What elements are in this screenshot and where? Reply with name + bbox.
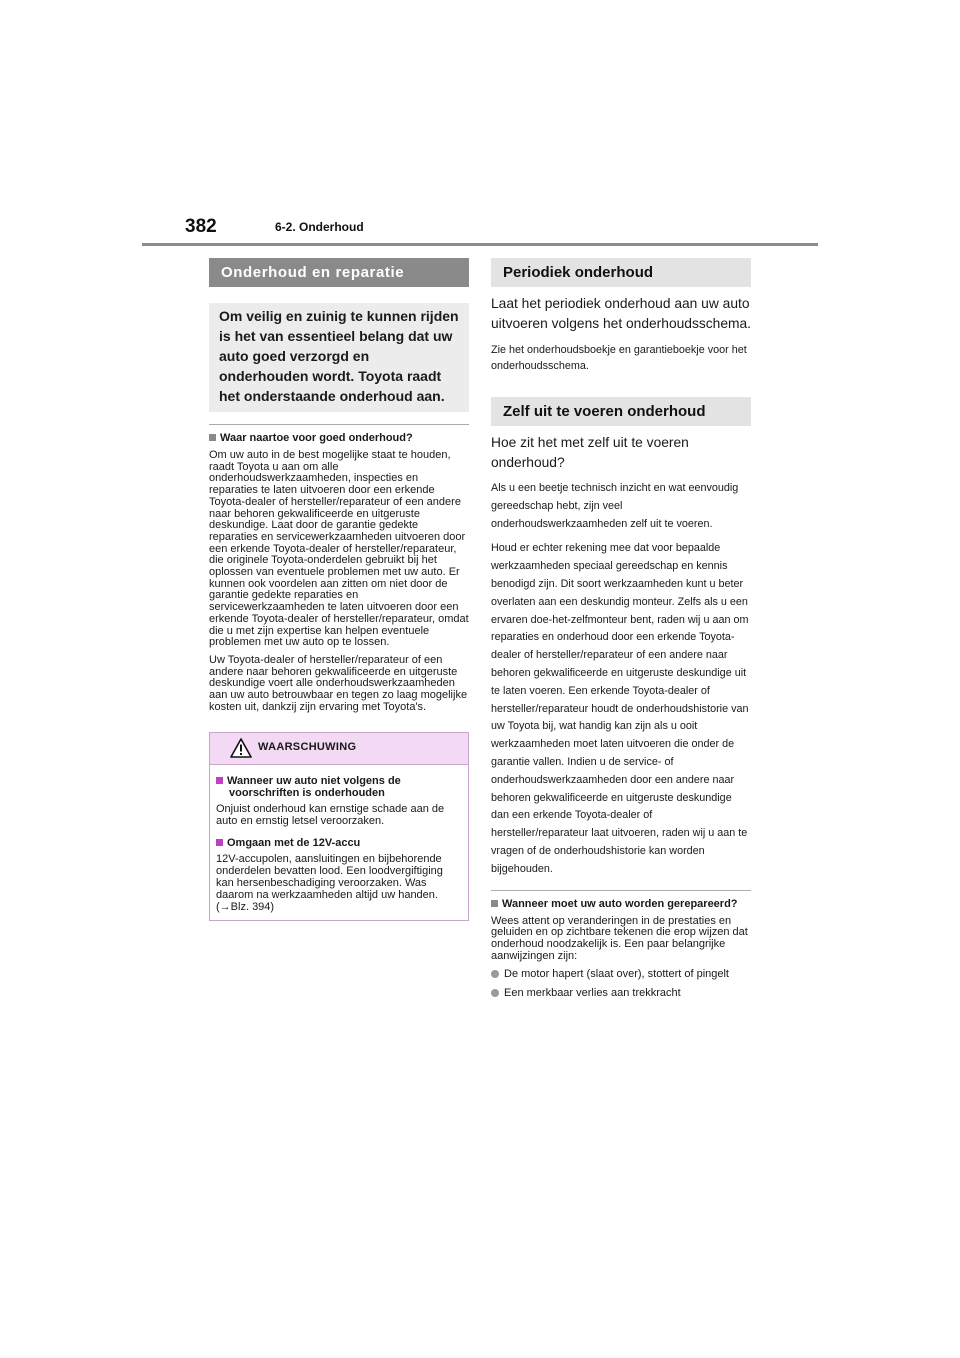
- warning-subheading: Omgaan met de 12V-accu: [216, 837, 462, 849]
- paragraph: Wees attent op veranderingen in de prestaties en geluiden en op zichtbare tekenen die erop wijzen dat onderhoud noodzakelijk is. Een paar belangrijke aanwijzingen zijn:: [491, 914, 748, 962]
- paragraph: Als u een beetje technisch inzicht en wat eenvoudig gereedschap hebt, zijn veel onderhoudswerkzaamheden zelf uit te voeren.: [491, 482, 739, 530]
- paragraph: Houd er echter rekening mee dat voor bepaalde werkzaamheden speciaal gereedschap en kennis benodigd zijn. Dit soort werkzaamheden kunt u beter overlaten aan een deskundig monteur. Zelfs als u een ervaren doe-het-zelfmonteur bent, raden wij u aan om reparaties en onderhoud door een erkende Toyota-dealer of hersteller/reparateur of een andere naar behoren gekwalificeerde en uitgeruste deskundige uit te laten voeren. Een erkende Toyota-dealer of hersteller/reparateur houdt de onderhoudshistorie van uw Toyota bij, wat handig kan zijn als u ooit werkzaamheden moet laten uitvoeren die onder de garantie vallen. Indien u de service- of onderhoudswerkzaamheden door een andere naar behoren gekwalificeerde en uitgeruste deskundige dan een erkende Toyota-dealer of hersteller/reparateur laat uitvoeren, raden wij u aan te vragen of de onderhoudshistorie kan worden bijgehouden.: [491, 542, 749, 875]
- round-bullet-icon: [491, 989, 499, 997]
- round-bullet-icon: [491, 970, 499, 978]
- subheading-waar-naartoe: Waar naartoe voor goed onderhoud?: [209, 432, 469, 444]
- divider: [209, 424, 469, 425]
- paragraph: Zie het onderhoudsboekje en garantieboekje voor het onderhoudsschema.: [491, 344, 747, 372]
- warning-text: 12V-accupolen, aansluitingen en bijbehorende onderdelen bevatten lood. Een loodvergiftiging kan hersenbeschadiging veroorzaken. Was daarom na werkzaamheden altijd uw handen. (→Blz. 394): [216, 853, 443, 914]
- header-rule: [142, 243, 818, 246]
- paragraph: Hoe zit het met zelf uit te voeren onderhoud?: [491, 435, 689, 470]
- square-bullet-icon: [216, 777, 223, 784]
- page-number: 382: [185, 216, 217, 237]
- subheading-wanneer-gerepareerd: Wanneer moet uw auto worden gerepareerd?: [491, 898, 751, 910]
- intro-box: Om veilig en zuinig te kunnen rijden is het van essentieel belang dat uw auto goed verzorgd en onderhouden wordt. Toyota raadt het onderstaande onderhoud aan.: [209, 303, 469, 412]
- right-column: [491, 258, 751, 999]
- warning-triangle-icon: [230, 738, 252, 758]
- warning-header: [210, 733, 468, 765]
- square-bullet-icon: [209, 434, 216, 441]
- list-item: De motor hapert (slaat over), stottert of pingelt: [491, 968, 751, 980]
- warning-subheading: Wanneer uw auto niet volgens de voorschriften is onderhouden: [216, 775, 462, 799]
- divider: [491, 890, 751, 891]
- paragraph: Uw Toyota-dealer of hersteller/reparateur of een andere naar behoren gekwalificeerde en uitgeruste deskundige voert alle onderhoudswerkzaamheden aan uw auto betrouwbaar en tegen zo laag mogelijke kosten uit, dankzij zijn ervaring met Toyota's.: [209, 653, 468, 713]
- warning-title: WAARSCHUWING: [258, 741, 357, 754]
- page-reference-link[interactable]: Blz. 394: [230, 901, 271, 914]
- section-title: 6-2. Onderhoud: [275, 220, 364, 234]
- paragraph: Om uw auto in de best mogelijke staat te houden, raadt Toyota u aan om alle onderhoudswerkzaamheden, inspecties en reparaties te laten uitvoeren door een erkende Toyota-dealer of hersteller/reparateur of een andere naar behoren gekwalificeerde en uitgeruste deskundige. Laat door de garantie gedekte reparaties en servicewerkzaamheden uitvoeren door een erkende Toyota-dealer of hersteller/reparateur, die originele Toyota-onderdelen gebruikt bij het oplossen van eventuele problemen met uw auto. Er kunnen ook voordelen aan zitten om niet door de garantie gedekte reparaties en servicewerkzaamheden te laten uitvoeren door een erkende Toyota-dealer of hersteller/reparateur, omdat die u met zijn expertise kan helpen eventuele problemen met uw auto op te lossen.: [209, 449, 469, 649]
- left-column: [209, 258, 469, 921]
- heading-onderhoud-reparatie: Onderhoud en reparatie: [209, 258, 469, 287]
- warning-box: [209, 732, 469, 921]
- heading-periodiek-onderhoud: Periodiek onderhoud: [491, 258, 751, 287]
- square-bullet-icon: [216, 839, 223, 846]
- list-item: Een merkbaar verlies aan trekkracht: [491, 987, 751, 999]
- paragraph: Laat het periodiek onderhoud aan uw auto uitvoeren volgens het onderhoudsschema.: [491, 296, 752, 331]
- warning-text: Onjuist onderhoud kan ernstige schade aan de auto en ernstig letsel veroorzaken.: [216, 803, 445, 828]
- arrow-icon: →: [219, 901, 231, 914]
- square-bullet-icon: [491, 900, 498, 907]
- heading-zelf-onderhoud: Zelf uit te voeren onderhoud: [491, 397, 751, 426]
